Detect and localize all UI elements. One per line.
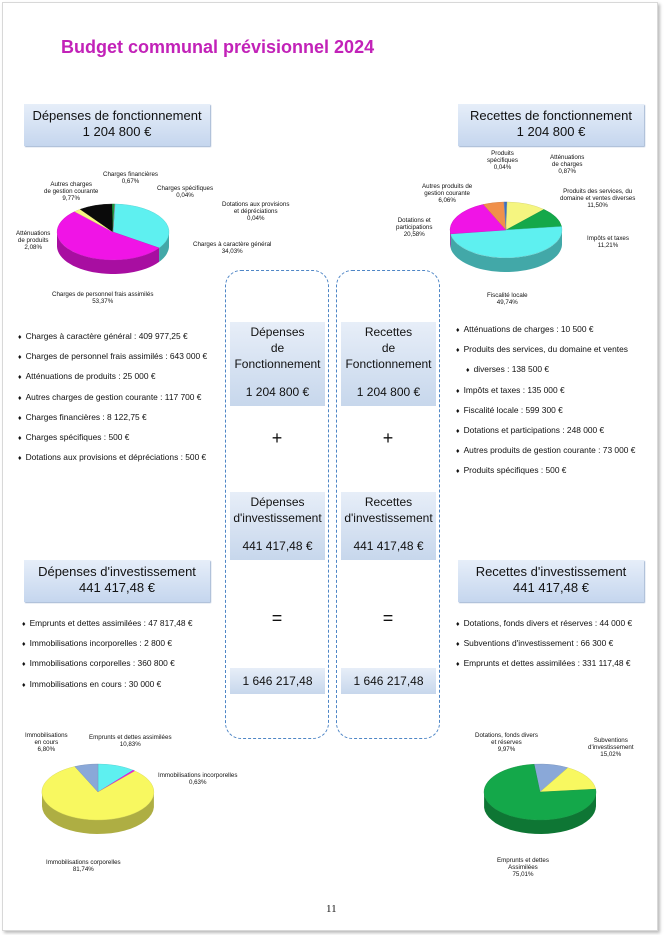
summary-line: Fonctionnement [345,357,432,371]
total-right: 1 646 217,48 [341,668,436,694]
rec-inv-list [456,614,632,675]
pie-label: Produits spécifiques 0,04% [487,150,518,171]
summary-amount: 441 417,48 € [242,539,313,553]
pie-label: Fiscalité locale 49,74% [487,292,528,306]
list-item: ♦ Dotations aux provisions et dépréciations : 500 € [18,448,207,468]
pie-label: Charges financières 0,67% [103,171,159,185]
pie-label: Subventions d'investissement 15,02% [588,737,634,758]
dep-inv-pie-chart [40,760,170,840]
total-left: 1 646 217,48 [230,668,325,694]
dep-fonct-summary [230,322,325,406]
summary-line: Dépenses [250,325,305,339]
summary-line: Recettes [364,495,413,509]
pie-label: Dotations, fonds divers et réserves 9,97% [475,732,538,753]
summary-line: Fonctionnement [234,357,321,371]
list-item: ♦ diverses : 138 500 € [456,360,635,380]
list-item: ♦ Dotations, fonds divers et réserves : 44 000 € [456,614,632,634]
pie-label: Immobilisations corporelles 81,74% [46,859,121,873]
rec-inv-pie-chart [482,760,612,840]
rec-inv-header [458,560,644,602]
dep-fonct-list [18,327,207,468]
pie-label: Emprunts et dettes Assimilées 75,01% [497,857,549,878]
dep-inv-list [22,614,193,695]
pie-label: Autres produits de gestion courante 6,06% [422,183,473,204]
list-item: ♦ Immobilisations corporelles : 360 800 € [22,654,193,674]
list-item: ♦ Charges à caractère général : 409 977,25 € [18,327,207,347]
dep-inv-header [24,560,210,602]
list-item: ♦ Produits spécifiques : 500 € [456,461,635,481]
rec-fonct-header [458,104,644,146]
equals-sign: = [382,608,394,628]
summary-line: Recettes [364,325,413,339]
pie-label: Charges à caractère général 34,03% [193,241,272,255]
page-title: Budget communal prévisionnel 2024 [61,37,375,57]
rec-inv-amount: 441 417,48 € [513,580,589,595]
rec-fonct-pie-chart [448,198,578,278]
pie-label: Immobilisations en cours 6,80% [25,732,68,753]
list-item: ♦ Charges financières : 8 122,75 € [18,408,207,428]
list-item: ♦ Immobilisations incorporelles : 2 800 € [22,634,193,654]
pie-label: Charges spécifiques 0,04% [157,185,214,199]
pie-label: Atténuations de charges 0,87% [550,154,585,175]
list-item: ♦ Emprunts et dettes assimilées : 47 817,48 € [22,614,193,634]
dep-inv-summary [230,492,325,560]
list-item: ♦ Produits des services, du domaine et ventes [456,340,635,360]
list-item: ♦ Atténuations de produits : 25 000 € [18,367,207,387]
summary-line: d'investissement [344,511,433,525]
rec-fonct-title: Recettes de fonctionnement [470,108,632,123]
pie-label: Atténuations de produits 2,08% [16,230,51,251]
summary-amount: 1 204 800 € [245,385,310,399]
dep-inv-title: Dépenses d'investissement [38,564,196,579]
summary-line: de [381,341,396,355]
pie-label: Emprunts et dettes assimilées 10,83% [89,734,172,748]
plus-sign: + [271,428,283,448]
list-item: ♦ Autres produits de gestion courante : 73 000 € [456,441,635,461]
rec-inv-summary [341,492,436,560]
summary-line: Dépenses [250,495,305,509]
list-item: ♦ Atténuations de charges : 10 500 € [456,320,635,340]
pie-label: Impôts et taxes 11,21% [587,235,629,249]
equals-sign: = [271,608,283,628]
pie-label: Dotations et participations 20,58% [396,217,433,238]
summary-amount: 441 417,48 € [353,539,424,553]
page-number: 11 [326,903,337,915]
summary-amount: 1 204 800 € [356,385,421,399]
plus-sign: + [382,428,394,448]
pie-label: Produits des services, du domaine et ventes diverses 11,50% [560,188,636,209]
dep-fonct-amount: 1 204 800 € [82,124,152,139]
list-item: ♦ Autres charges de gestion courante : 117 700 € [18,388,207,408]
pie-label: Autres charges de gestion courante 9,77% [44,181,99,202]
dep-fonct-title: Dépenses de fonctionnement [32,108,202,123]
summary-line: d'investissement [233,511,322,525]
dep-inv-amount: 441 417,48 € [79,580,155,595]
dep-fonct-header [24,104,210,146]
list-item: ♦ Immobilisations en cours : 30 000 € [22,675,193,695]
summary-line: de [270,341,285,355]
pie-label: Dotations aux provisions et dépréciations 0,04% [222,201,290,222]
dep-fonct-pie-chart [55,200,185,280]
rec-fonct-summary [341,322,436,406]
pie-label: Charges de personnel frais assimilés 53,37% [52,291,154,305]
rec-inv-title: Recettes d'investissement [475,564,627,579]
rec-fonct-list [456,320,635,482]
list-item: ♦ Dotations et participations : 248 000 € [456,421,635,441]
list-item: ♦ Impôts et taxes : 135 000 € [456,381,635,401]
list-item: ♦ Charges spécifiques : 500 € [18,428,207,448]
list-item: ♦ Fiscalité locale : 599 300 € [456,401,635,421]
list-item: ♦ Charges de personnel frais assimilés : 643 000 € [18,347,207,367]
rec-fonct-amount: 1 204 800 € [516,124,586,139]
pie-label: Immobilisations incorporelles 0,63% [158,772,238,786]
list-item: ♦ Emprunts et dettes assimilées : 331 117,48 € [456,654,632,674]
list-item: ♦ Subventions d'investissement : 66 300 € [456,634,632,654]
